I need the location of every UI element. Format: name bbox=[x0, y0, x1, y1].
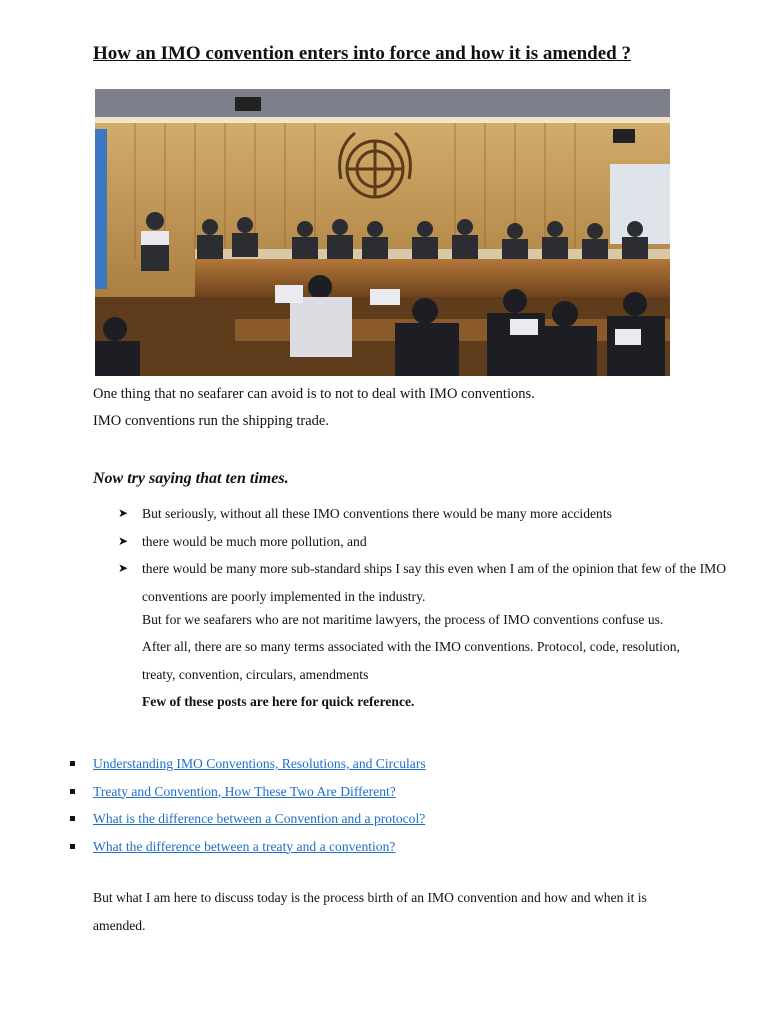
closing-line-1: But what I am here to discuss today is the process birth of an IMO convention and how and when it is bbox=[93, 890, 647, 905]
list-item bbox=[70, 750, 426, 778]
square-bullet-icon bbox=[70, 844, 75, 849]
link-treaty-vs-convention[interactable]: What the difference between a treaty and a convention? bbox=[93, 838, 396, 854]
link-treaty-and-convention[interactable]: Treaty and Convention, How These Two Are Different? bbox=[93, 783, 396, 799]
continuation-line-2: After all, there are so many terms associated with the IMO conventions. Protocol, code, resolution, bbox=[142, 639, 680, 654]
continuation-line-1: But for we seafarers who are not maritime lawyers, the process of IMO conventions confuse us. bbox=[142, 612, 664, 627]
link-understanding-imo-conventions[interactable]: Understanding IMO Conventions, Resolutions, and Circulars bbox=[93, 756, 426, 771]
list-item bbox=[118, 500, 728, 528]
square-bullet-icon bbox=[70, 789, 75, 794]
closing-line-2: amended. bbox=[93, 918, 146, 933]
list-item bbox=[118, 555, 728, 610]
list-item bbox=[70, 778, 426, 806]
square-bullet-icon bbox=[70, 816, 75, 821]
list-item-text: But seriously, without all these IMO conventions there would be many more accidents bbox=[142, 506, 612, 521]
page-title: How an IMO convention enters into force and how it is amended ? bbox=[93, 43, 631, 64]
list-item bbox=[70, 833, 426, 861]
list-item bbox=[118, 528, 728, 556]
conference-photo bbox=[95, 89, 670, 376]
arrow-bullet-icon: ➤ bbox=[118, 506, 129, 520]
reference-note: Few of these posts are here for quick reference. bbox=[142, 694, 415, 709]
intro-line-1: One thing that no seafarer can avoid is to not to deal with IMO conventions. bbox=[93, 386, 535, 402]
subheading: Now try saying that ten times. bbox=[93, 470, 289, 487]
intro-line-2: IMO conventions run the shipping trade. bbox=[93, 413, 329, 429]
arrow-bullet-icon: ➤ bbox=[118, 533, 129, 548]
arrow-list bbox=[118, 500, 728, 610]
continuation-line-3: treaty, convention, circulars, amendments bbox=[142, 667, 369, 682]
arrow-bullet-icon: ➤ bbox=[118, 561, 129, 575]
related-links-list bbox=[70, 750, 426, 860]
conference-photo-illustration bbox=[95, 89, 670, 376]
list-item-text: there would be many more sub-standard ships I say this even when I am of the opinion that few of the IMO conventions are poorly implemented in the industry. bbox=[142, 561, 727, 604]
list-item-text: there would be much more pollution, and bbox=[142, 533, 367, 549]
link-convention-vs-protocol[interactable]: What is the difference between a Convention and a protocol? bbox=[93, 811, 426, 826]
list-item bbox=[70, 805, 426, 833]
square-bullet-icon bbox=[70, 761, 75, 766]
